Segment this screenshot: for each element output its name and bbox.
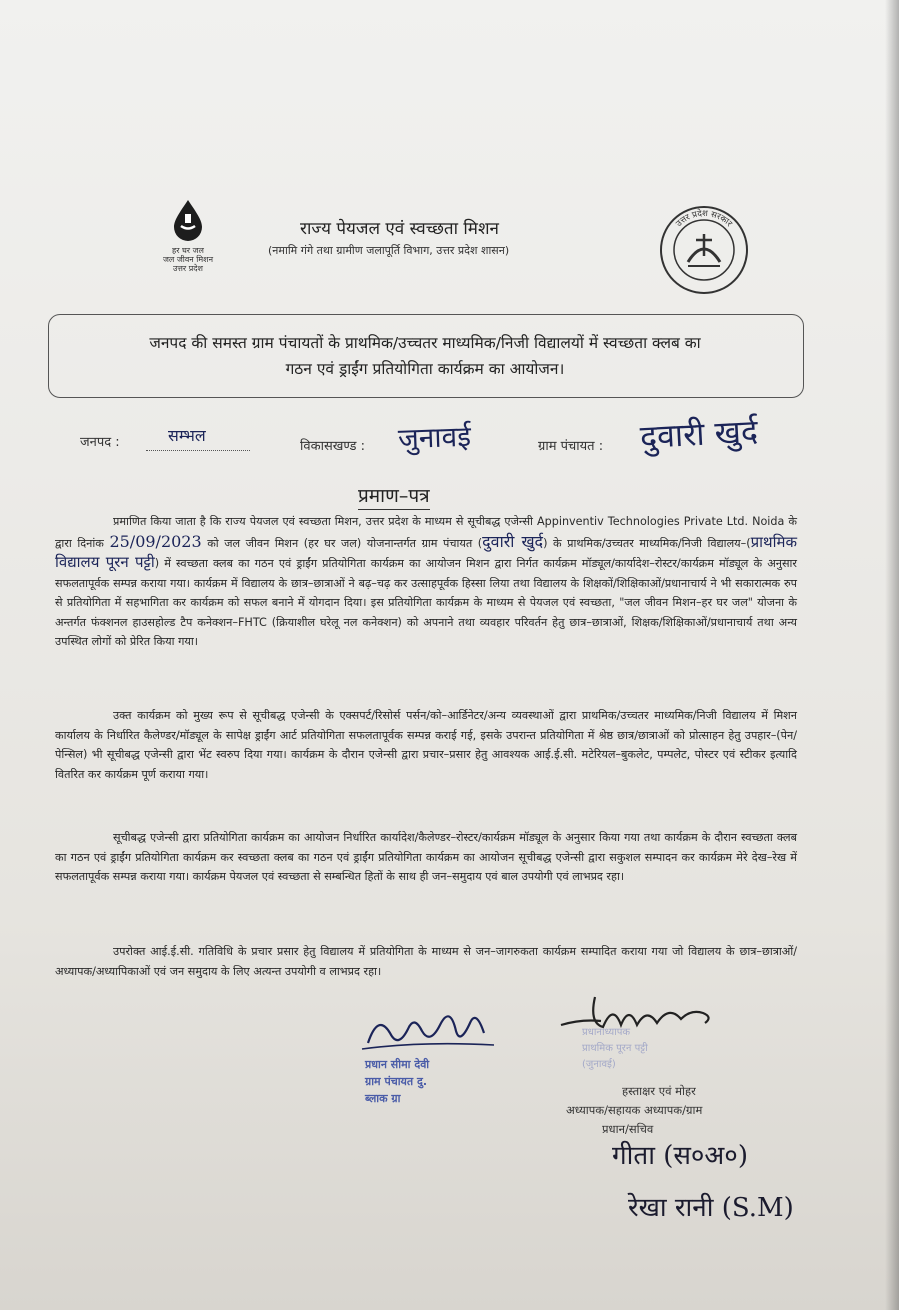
pradhan-signature — [360, 995, 500, 1065]
page-shadow-edge — [885, 0, 899, 1310]
subject-text — [60, 330, 790, 382]
pradhan-stamp-line-1: प्रधान सीमा देवी — [365, 1058, 430, 1071]
signature-caption — [566, 1082, 702, 1139]
subject-line-1: जनपद की समस्त ग्राम पंचायतों के प्राथमिक/उच्चतर माध्यमिक/निजी विद्यालयों में स्वच्छता क्लब का — [149, 334, 701, 352]
school-stamp-line-2: प्राथमिक पूरन पट्टी — [582, 1043, 648, 1054]
handwritten-name-1: गीता (स०अ०) — [612, 1141, 748, 1171]
p4-text: उपरोक्त आई.ई.सी. गतिविधि के प्रचार प्रसार हेतु विद्यालय में प्रतियोगिता के माध्यम से जन–जागरुकता कार्यक्रम सम्पादित कराया गया जो विद्यालय के छात्र–छात्राओं/अध्यापक/अध्यापिकाओं एवं जन समुदाय के लिए अत्यन्त उपयोगी व लाभप्रद रहा। — [55, 945, 797, 978]
p1-text-d: ) में स्वच्छता क्लब का गठन एवं ड्राईंग प्रतियोगिता कार्यक्रम का आयोजन मिशन द्वारा निर्गत कार्यक्रम मॉड्यूल/कार्यादेश–रोस्टर/कार्यक्रम मॉड्यूल के अनुसार सफलतापूर्वक सम्पन्न कराया गया। कार्यक्रम में विद्यालय के छात्र–छात्राओं ने बढ़–चढ़ कर उत्साहपूर्वक हिस्सा लिया तथा विद्यालय के शिक्षकों/शिक्षिकाओं/प्रधानाचार्य ने भी सकारात्मक रुप से प्रतियोगिता में सहभागिता कर कार्यक्रम को सफल बनाने में योगदान दिया। इस प्रतियोगिता कार्यक्रम के माध्यम से पेयजल एवं स्वच्छता, "जल जीवन मिशन–हर घर जल" योजना के अन्तर्गत फंक्शनल हाउसहोल्ड टैप कनेक्शन–FHTC (क्रियाशील घरेलू नल कनेक्शन) को अपनाने तथा व्यवहार परिवर्तन हेतु छात्र–छात्राओं, शिक्षक/शिक्षिकाओं/प्रधानाचार्य तथा अन्य उपस्थित लोगों को प्रेरित किया गया। — [55, 557, 797, 648]
p1-panchayat: दुवारी खुर्द — [482, 531, 544, 551]
seal-text: उत्तर प्रदेश सरकार — [674, 208, 734, 230]
p3-text: सूचीबद्ध एजेन्सी द्वारा प्रतियोगिता कार्यक्रम का आयोजन निर्धारित कार्यादेश/कैलेण्डर–रोस्टर/कार्यक्रम मॉड्यूल के अनुसार किया गया तथा कार्यक्रम के दौरान स्वच्छता क्लब का गठन एवं ड्राईंग प्रतियोगिता कार्यक्रम कर स्वच्छता क्लब का गठन एवं ड्राईंग प्रतियोगिता कार्यक्रम का आयोजन सूचीबद्ध एजेन्सी द्वारा सकुशल सम्पादन कर कार्यक्रम मेरे देख–रेख में सफलतापूर्वक सम्पन्न कराया गया। कार्यक्रम पेयजल एवं स्वच्छता से सम्बन्धित हितों के साथ ही जन–समुदाय एवं बाल उपयोगी एवं लाभप्रद रहा। — [55, 831, 797, 883]
water-drop-icon — [170, 198, 206, 242]
p1-text-b: को जल जीवन मिशन (हर घर जल) योजनान्तर्गत ग्राम पंचायत — [207, 536, 473, 550]
role-line-2: प्रधान/सचिव — [602, 1122, 654, 1136]
up-government-seal — [658, 204, 750, 296]
district-label: जनपद : — [80, 435, 120, 450]
certificate-title: प्रमाण–पत्र — [358, 482, 430, 510]
logo-caption-3: उत्तर प्रदेश — [173, 264, 203, 273]
panchayat-label: ग्राम पंचायत : — [538, 439, 604, 454]
pradhan-stamp-line-3: ब्लाक ग्रा — [365, 1092, 401, 1105]
body-paragraph-4 — [55, 942, 797, 981]
emblem-icon — [658, 204, 750, 296]
school-stamp-line-3: (जुनावई) — [582, 1059, 616, 1070]
logo-caption-2: जल जीवन मिशन — [162, 255, 214, 264]
school-stamp-line-1: प्रधानाध्यापक — [582, 1027, 631, 1038]
p1-school: प्राथमिक विद्यालय पूरन पट्टी — [55, 532, 797, 571]
body-paragraph-1: प्रमाणित किया जाता है कि राज्य पेयजल एवं स्वच्छता मिशन, उत्तर प्रदेश के माध्यम से सूचीबद्ध एजेन्सी Appinventiv Technologies Private Ltd. Noida के द्वारा दिनांक 25/09/2023 को जल जीवन मिशन (हर घर जल) योजनान्तर्गत ग्राम पंचायत (दुवारी खुर्द) के प्राथमिक/उच्चतर माध्यमिक/निजी विद्यालय–(प्राथमिक विद्यालय पूरन पट्टी) में स्वच्छता क्लब का गठन एवं ड्राईंग प्रतियोगिता कार्यक्रम का आयोजन मिशन द्वारा निर्गत कार्यक्रम मॉड्यूल/कार्यादेश–रोस्टर/कार्यक्रम मॉड्यूल के अनुसार सफलतापूर्वक सम्पन्न कराया गया। कार्यक्रम में विद्यालय के छात्र–छात्राओं ने बढ़–चढ़ कर उत्साहपूर्वक हिस्सा लिया तथा विद्यालय के शिक्षकों/शिक्षिकाओं/प्रधानाचार्य ने भी सकारात्मक रुप से प्रतियोगिता में सहभागिता कर कार्यक्रम को सफल बनाने में योगदान दिया। इस प्रतियोगिता कार्यक्रम के माध्यम से पेयजल एवं स्वच्छता, "जल जीवन मिशन–हर घर जल" योजना के अन्तर्गत फंक्शनल हाउसहोल्ड टैप कनेक्शन–FHTC (क्रियाशील घरेलू नल कनेक्शन) को अपनाने तथा व्यवहार परिवर्तन हेतु छात्र–छात्राओं, शिक्षक/शिक्षिकाओं/प्रधानाचार्य तथा अन्य उपस्थित लोगों को प्रेरित किया गया। — [55, 515, 797, 648]
school-stamp — [582, 1025, 742, 1073]
p1-date: 25/09/2023 — [109, 531, 202, 551]
panchayat-value: दुवारी खुर्द — [639, 411, 759, 457]
subject-line-2: गठन एवं ड्राईंग प्रतियोगिता कार्यक्रम का आयोजन। — [285, 360, 565, 378]
pradhan-stamp-line-2: ग्राम पंचायत दु. — [365, 1075, 428, 1088]
p1-text-a: प्रमाणित किया जाता है कि राज्य पेयजल एवं स्वच्छता मिशन, उत्तर प्रदेश के माध्यम से सूचीबद्ध एजेन्सी Appinventiv Technologies Private Ltd. Noida के द्वारा दिनांक — [55, 515, 797, 550]
svg-text:उत्तर प्रदेश सरकार — [674, 208, 734, 229]
har-ghar-jal-logo — [158, 198, 218, 273]
body-paragraph-2 — [55, 706, 797, 784]
district-value: सम्भल — [168, 426, 206, 445]
sign-label: हस्ताक्षर एवं मोहर — [622, 1084, 696, 1098]
block-label: विकासखण्ड : — [300, 439, 366, 454]
mission-subtitle: (नमामि गंगे तथा ग्रामीण जलापूर्ति विभाग, उत्तर प्रदेश शासन) — [268, 244, 510, 257]
role-line-1: अध्यापक/सहायक अध्यापक/ग्राम — [566, 1103, 703, 1117]
p2-text: उक्त कार्यक्रम को मुख्य रूप से सूचीबद्ध एजेन्सी के एक्सपर्ट/रिसोर्स पर्सन/को–आर्डिनेटर/अन्य व्यवस्थाओं द्वारा प्राथमिक/उच्चतर माध्यमिक/निजी विद्यालय में मिशन कार्यालय के निर्धारित कैलेण्डर/मॉड्यूल के सापेक्ष ड्राईंग आर्ट प्रतियोगिता सफलतापूर्वक सम्पन्न कराई गई, इसके उपरान्त प्रतियोगिता में श्रेष्ठ छात्र/छात्राओं को प्रोत्साहन हेतु उपहार–(पेन/पेन्सिल) भी सूचीबद्ध एजेन्सी द्वारा भेंट स्वरुप दिया गया। कार्यक्रम के दौरान एजेन्सी द्वारा प्रचार–प्रसार हेतु आवश्यक आई.ई.सी. मटेरियल–बुकलेट, पम्पलेट, पोस्टर एवं स्टीकर इत्यादि वितरित कर कार्यक्रम पूर्ण कराया गया। — [55, 709, 797, 781]
block-value: जुनावई — [397, 419, 472, 456]
handwritten-name-2: रेखा रानी (S.M) — [628, 1193, 794, 1223]
mission-title: राज्य पेयजल एवं स्वच्छता मिशन — [300, 219, 499, 239]
body-paragraph-3 — [55, 828, 797, 887]
logo-caption-1: हर घर जल — [172, 246, 204, 255]
p1-text-c: ) के प्राथमिक/उच्चतर माध्यमिक/निजी विद्यालय–( — [543, 536, 751, 550]
pradhan-stamp — [365, 1056, 505, 1107]
